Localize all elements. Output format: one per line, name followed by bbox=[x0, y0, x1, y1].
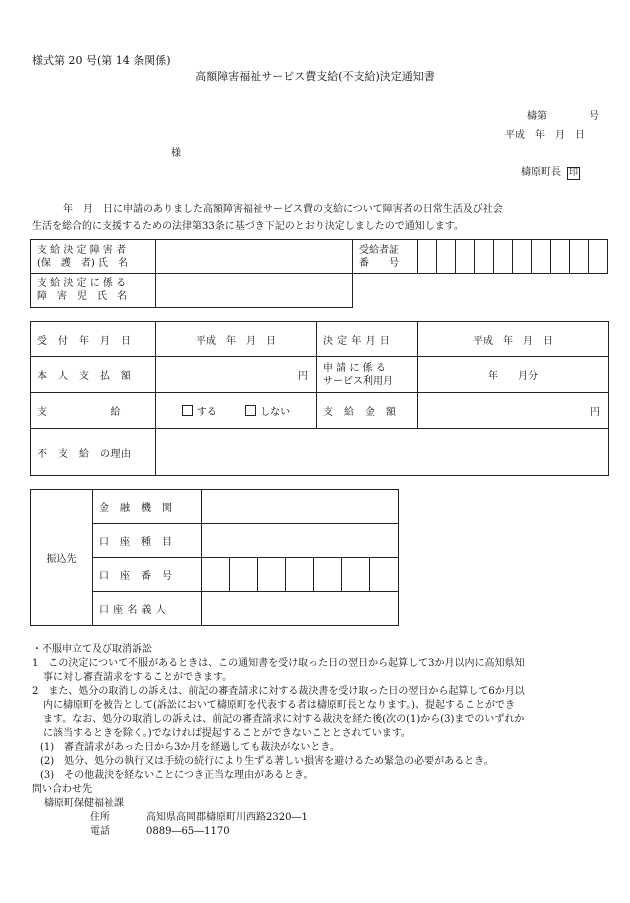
pay-no-checkbox[interactable] bbox=[245, 405, 256, 416]
account-digit-box[interactable] bbox=[230, 558, 258, 592]
recipient-digit-box[interactable] bbox=[513, 240, 532, 274]
pay-yes-label: する bbox=[196, 407, 217, 418]
account-digit-box[interactable] bbox=[258, 558, 286, 592]
payment-options bbox=[156, 393, 317, 429]
applicant-label-line-2: (保 護 者) 氏 名 bbox=[37, 257, 128, 269]
account-digit-box[interactable] bbox=[202, 558, 230, 592]
child-table bbox=[30, 273, 353, 308]
service-month-value[interactable]: 年 月分 bbox=[418, 357, 609, 393]
pay-no-label: しない bbox=[260, 407, 291, 418]
decision-date-value[interactable]: 平成 年 月 日 bbox=[418, 322, 609, 357]
applicant-name-field[interactable] bbox=[156, 240, 353, 274]
self-pay-label: 本 人 支 払 額 bbox=[31, 357, 156, 393]
account-number-label: 口 座 番 号 bbox=[93, 558, 202, 592]
transfer-heading: 振込先 bbox=[31, 490, 93, 626]
note-sub-1: (1) 審査請求があった日から3か月を経過しても裁決がないとき。 bbox=[40, 742, 341, 753]
note-item-2b: 内に檮原町を被告として(訴訟において檮原町を代表する者は檮原町長となります。)、提起することができ bbox=[43, 700, 516, 711]
recipient-digit-box[interactable] bbox=[570, 240, 589, 274]
payment-amount-value[interactable]: 円 bbox=[418, 393, 609, 429]
contact-heading: 問い合わせ先 bbox=[32, 784, 92, 795]
reception-date-value[interactable]: 平成 年 月 日 bbox=[156, 322, 317, 357]
account-holder-label: 口 座 名 義 人 bbox=[93, 592, 202, 626]
note-item-1a: 1 この決定について不服があるときは、この通知書を受け取った日の翌日から起算して3か月以内に高知県知 bbox=[32, 658, 525, 669]
payment-label: 支 給 bbox=[31, 393, 156, 429]
contact-address bbox=[32, 811, 602, 825]
account-type-field[interactable] bbox=[202, 524, 399, 558]
account-digit-box[interactable] bbox=[286, 558, 314, 592]
form-number: 様式第 20 号(第 14 条関係) bbox=[32, 54, 171, 67]
child-label-line-1: 支 給 決 定 に 係 る bbox=[37, 277, 127, 289]
applicant-label-cell bbox=[31, 240, 156, 274]
applicant-table bbox=[30, 239, 608, 274]
note-item-2a: 2 また、処分の取消しの訴えは、前記の審査請求に対する裁決書を受け取った日の翌日から起算して6か月以 bbox=[32, 686, 525, 697]
intro-line-1: 年 月 日に申請のありました高額障害福祉サービス費の支給について障害者の日常生活及び社会 bbox=[63, 204, 503, 215]
child-label-line-2: 障 害 児 氏 名 bbox=[37, 290, 127, 302]
document-title: 高額障害福祉サービス費支給(不支給)決定通知書 bbox=[195, 70, 435, 83]
non-payment-reason-field[interactable] bbox=[156, 429, 609, 476]
pay-yes-checkbox[interactable] bbox=[182, 405, 193, 416]
note-item-2d: に該当するときを除く。)でなければ提起することができないこととされています。 bbox=[43, 728, 411, 739]
phone-value: 0889―65―1170 bbox=[146, 826, 230, 837]
service-month-label-line-1: 申 請 に 係 る bbox=[323, 362, 386, 374]
child-label-cell bbox=[31, 273, 156, 307]
account-type-label: 口 座 種 目 bbox=[93, 524, 202, 558]
recipient-digit-box[interactable] bbox=[551, 240, 570, 274]
recipient-label-line-1: 受給者証 bbox=[359, 244, 399, 256]
contact-department: 檮原町保健福祉課 bbox=[44, 798, 124, 809]
addressee-honorific: 様 bbox=[171, 148, 181, 159]
recipient-digit-box[interactable] bbox=[532, 240, 551, 274]
recipient-digit-box[interactable] bbox=[475, 240, 494, 274]
decision-table bbox=[30, 321, 609, 476]
reception-date-label: 受 付 年 月 日 bbox=[31, 322, 156, 357]
address-value: 高知県高岡郡檮原町川西路2320―1 bbox=[146, 812, 308, 823]
intro-line-2: 生活を総合的に支援するための法律第33条に基づき下記のとおり決定しましたので通知します。 bbox=[32, 221, 464, 232]
recipient-digit-box[interactable] bbox=[418, 240, 437, 274]
non-payment-reason-label: 不 支 給 の理由 bbox=[31, 429, 156, 476]
notes-section bbox=[32, 643, 602, 839]
service-month-label-line-2: サービス利用月 bbox=[323, 375, 393, 387]
service-month-label-cell bbox=[317, 357, 418, 393]
note-sub-2: (2) 処分、処分の執行又は手続の続行により生ずる著しい損害を避けるため緊急の必要があるとき。 bbox=[40, 756, 494, 767]
doc-number-suffix: 号 bbox=[589, 111, 599, 122]
doc-number-prefix: 檮第 bbox=[527, 111, 547, 122]
account-digit-box[interactable] bbox=[314, 558, 342, 592]
issuer-line bbox=[521, 163, 580, 180]
issuer-name: 檮原町長 bbox=[521, 167, 561, 178]
contact-phone bbox=[32, 825, 602, 839]
bank-label: 金 融 機 関 bbox=[93, 490, 202, 524]
recipient-digit-box[interactable] bbox=[437, 240, 456, 274]
note-item-2c: ます。なお、処分の取消しの訴えは、前記の審査請求に対する裁決を経た後(次の(1)から(3)までのいずれか bbox=[43, 714, 525, 725]
seal-mark: 印 bbox=[568, 168, 578, 178]
transfer-table bbox=[30, 489, 399, 626]
phone-label: 電話 bbox=[90, 826, 110, 837]
recipient-digit-box[interactable] bbox=[494, 240, 513, 274]
self-pay-value[interactable]: 円 bbox=[156, 357, 317, 393]
applicant-label-line-1: 支 給 決 定 障 害 者 bbox=[37, 244, 127, 256]
account-digit-box[interactable] bbox=[370, 558, 399, 592]
recipient-digit-box[interactable] bbox=[589, 240, 608, 274]
notes-heading: ・不服申立て及び取消訴訟 bbox=[32, 644, 152, 655]
child-name-field[interactable] bbox=[156, 273, 353, 307]
payment-amount-label: 支 給 金 額 bbox=[317, 393, 418, 429]
recipient-label-line-2: 番 号 bbox=[359, 257, 399, 269]
recipient-number-label-cell bbox=[353, 240, 418, 274]
address-label: 住所 bbox=[90, 812, 110, 823]
decision-date-label: 決 定 年 月 日 bbox=[317, 322, 418, 357]
account-holder-field[interactable] bbox=[202, 592, 399, 626]
recipient-digit-box[interactable] bbox=[456, 240, 475, 274]
issue-date: 平成 年 月 日 bbox=[505, 130, 585, 141]
note-item-1b: 事に対し審査請求をすることができます。 bbox=[43, 672, 233, 683]
bank-field[interactable] bbox=[202, 490, 399, 524]
note-sub-3: (3) その他裁決を経ないことにつき正当な理由があるとき。 bbox=[40, 770, 314, 781]
account-digit-box[interactable] bbox=[342, 558, 370, 592]
